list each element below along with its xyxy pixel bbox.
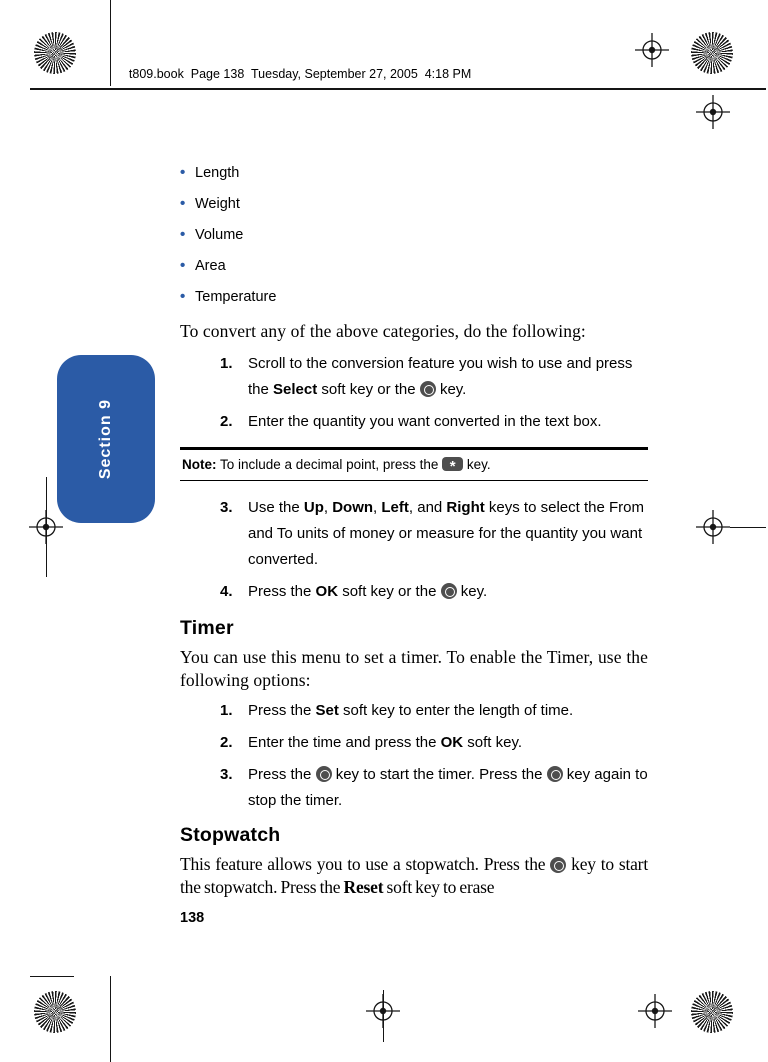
bullet-icon bbox=[180, 250, 195, 281]
step-text bbox=[248, 413, 602, 430]
ok-key-icon bbox=[316, 766, 332, 782]
starburst-mark-icon bbox=[691, 32, 733, 74]
ok-key-icon bbox=[550, 857, 566, 873]
text-run-bold: OK bbox=[440, 734, 464, 751]
text-run: Enter the time and press the bbox=[248, 734, 441, 751]
step-item bbox=[180, 409, 648, 435]
text-run: To include a decimal point, press the bbox=[216, 457, 443, 472]
stopwatch-heading: Stopwatch bbox=[180, 824, 281, 846]
stopwatch-paragraph bbox=[180, 853, 648, 899]
text-run: key. bbox=[456, 583, 488, 600]
page-number: 138 bbox=[180, 910, 205, 926]
timer-heading: Timer bbox=[180, 617, 234, 639]
text-run: soft key to enter the length of time. bbox=[338, 702, 574, 719]
list-item-label: Length bbox=[195, 165, 240, 181]
text-run: keys to select the From and To units of money or measure for the quantity you want converted. bbox=[248, 499, 644, 568]
section-tab-label: Section 9 bbox=[97, 398, 114, 480]
text-run: key to start the timer. Press the bbox=[331, 766, 547, 783]
crop-mark bbox=[730, 527, 766, 528]
step-number: 2. bbox=[220, 734, 233, 751]
registration-target-icon bbox=[635, 33, 669, 67]
timer-intro-paragraph bbox=[180, 646, 648, 692]
step-item bbox=[180, 730, 648, 756]
text-run: To convert any of the above categories, do the following: bbox=[180, 321, 586, 341]
text-run-bold: Up bbox=[303, 499, 324, 516]
note-box bbox=[180, 447, 648, 481]
registration-target-icon bbox=[696, 95, 730, 129]
starburst-mark-icon bbox=[691, 991, 733, 1033]
header-rule bbox=[30, 88, 766, 90]
section-tab bbox=[57, 355, 155, 523]
starburst-mark-icon bbox=[34, 32, 76, 74]
starburst-mark-icon bbox=[34, 991, 76, 1033]
text-run: Press the bbox=[248, 766, 316, 783]
text-run: soft key. bbox=[463, 734, 523, 751]
text-run-bold: Reset bbox=[343, 877, 384, 897]
text-run: soft key or the bbox=[317, 381, 420, 398]
step-text bbox=[248, 766, 648, 809]
step-number: 3. bbox=[220, 766, 233, 783]
text-run: , bbox=[373, 499, 382, 516]
bullet-icon bbox=[180, 219, 195, 250]
step-number: 3. bbox=[220, 499, 233, 516]
step-text bbox=[248, 355, 632, 398]
document-header-text: t809.book Page 138 Tuesday, September 27, 2005 4:18 PM bbox=[128, 67, 472, 81]
text-run: Enter the quantity you want converted in the text box. bbox=[248, 413, 602, 430]
text-run: Scroll to the conversion feature you wish to use and press the bbox=[248, 355, 633, 398]
asterisk-key-icon bbox=[442, 457, 463, 471]
registration-target-icon bbox=[638, 994, 672, 1028]
step-text bbox=[248, 499, 644, 568]
crop-mark bbox=[110, 0, 111, 86]
numbered-steps bbox=[180, 698, 648, 814]
text-run: key. bbox=[463, 457, 491, 472]
step-text bbox=[248, 734, 522, 751]
text-run: , bbox=[323, 499, 333, 516]
ok-key-icon bbox=[420, 381, 436, 397]
text-run: Use the bbox=[248, 499, 304, 516]
step-number: 4. bbox=[220, 583, 233, 600]
page-content bbox=[180, 157, 648, 899]
step-text bbox=[248, 583, 487, 600]
step-item bbox=[180, 579, 648, 605]
crop-mark bbox=[30, 976, 74, 977]
list-item bbox=[180, 157, 648, 188]
step-item bbox=[180, 495, 648, 573]
list-item bbox=[180, 250, 648, 281]
text-run: , and bbox=[408, 499, 447, 516]
text-run-bold: OK bbox=[315, 583, 339, 600]
text-run: key. bbox=[435, 381, 467, 398]
text-run-bold: Down bbox=[332, 499, 374, 516]
crop-mark bbox=[46, 477, 47, 577]
intro-paragraph bbox=[180, 320, 648, 343]
ok-key-icon bbox=[547, 766, 563, 782]
step-number: 2. bbox=[220, 413, 233, 430]
list-item-label: Volume bbox=[195, 227, 244, 243]
text-run-bold: Select bbox=[273, 381, 318, 398]
list-item-label: Area bbox=[195, 258, 226, 274]
text-run: key to start the stopwatch. Press the bbox=[180, 854, 648, 897]
step-number: 1. bbox=[220, 355, 233, 372]
step-number: 1. bbox=[220, 702, 233, 719]
text-run: soft key to erase bbox=[383, 877, 495, 897]
list-item bbox=[180, 188, 648, 219]
text-run: key again to stop the timer. bbox=[248, 766, 648, 809]
bullet-list bbox=[180, 157, 648, 312]
text-run: soft key or the bbox=[338, 583, 441, 600]
registration-target-icon bbox=[696, 510, 730, 544]
ok-key-icon bbox=[441, 583, 457, 599]
crop-mark bbox=[383, 990, 384, 1042]
step-item bbox=[180, 698, 648, 724]
text-run: Press the bbox=[248, 583, 316, 600]
step-text bbox=[248, 702, 573, 719]
numbered-steps bbox=[180, 495, 648, 605]
bullet-icon bbox=[180, 188, 195, 219]
step-item bbox=[180, 762, 648, 814]
step-item bbox=[180, 351, 648, 403]
text-run-bold: Right bbox=[446, 499, 485, 516]
text-run-bold: Set bbox=[315, 702, 339, 719]
text-run: You can use this menu to set a timer. To enable the Timer, use the following options: bbox=[180, 647, 648, 690]
list-item bbox=[180, 219, 648, 250]
list-item-label: Weight bbox=[195, 196, 240, 212]
crop-mark bbox=[110, 976, 111, 1062]
list-item-label: Temperature bbox=[195, 289, 277, 305]
numbered-steps bbox=[180, 351, 648, 435]
list-item bbox=[180, 281, 648, 312]
note-label: Note: bbox=[182, 457, 217, 472]
bullet-icon bbox=[180, 281, 195, 312]
text-run: Press the bbox=[248, 702, 316, 719]
text-run: This feature allows you to use a stopwatch. Press the bbox=[180, 854, 551, 874]
text-run-bold: Left bbox=[381, 499, 409, 516]
bullet-icon bbox=[180, 157, 195, 188]
